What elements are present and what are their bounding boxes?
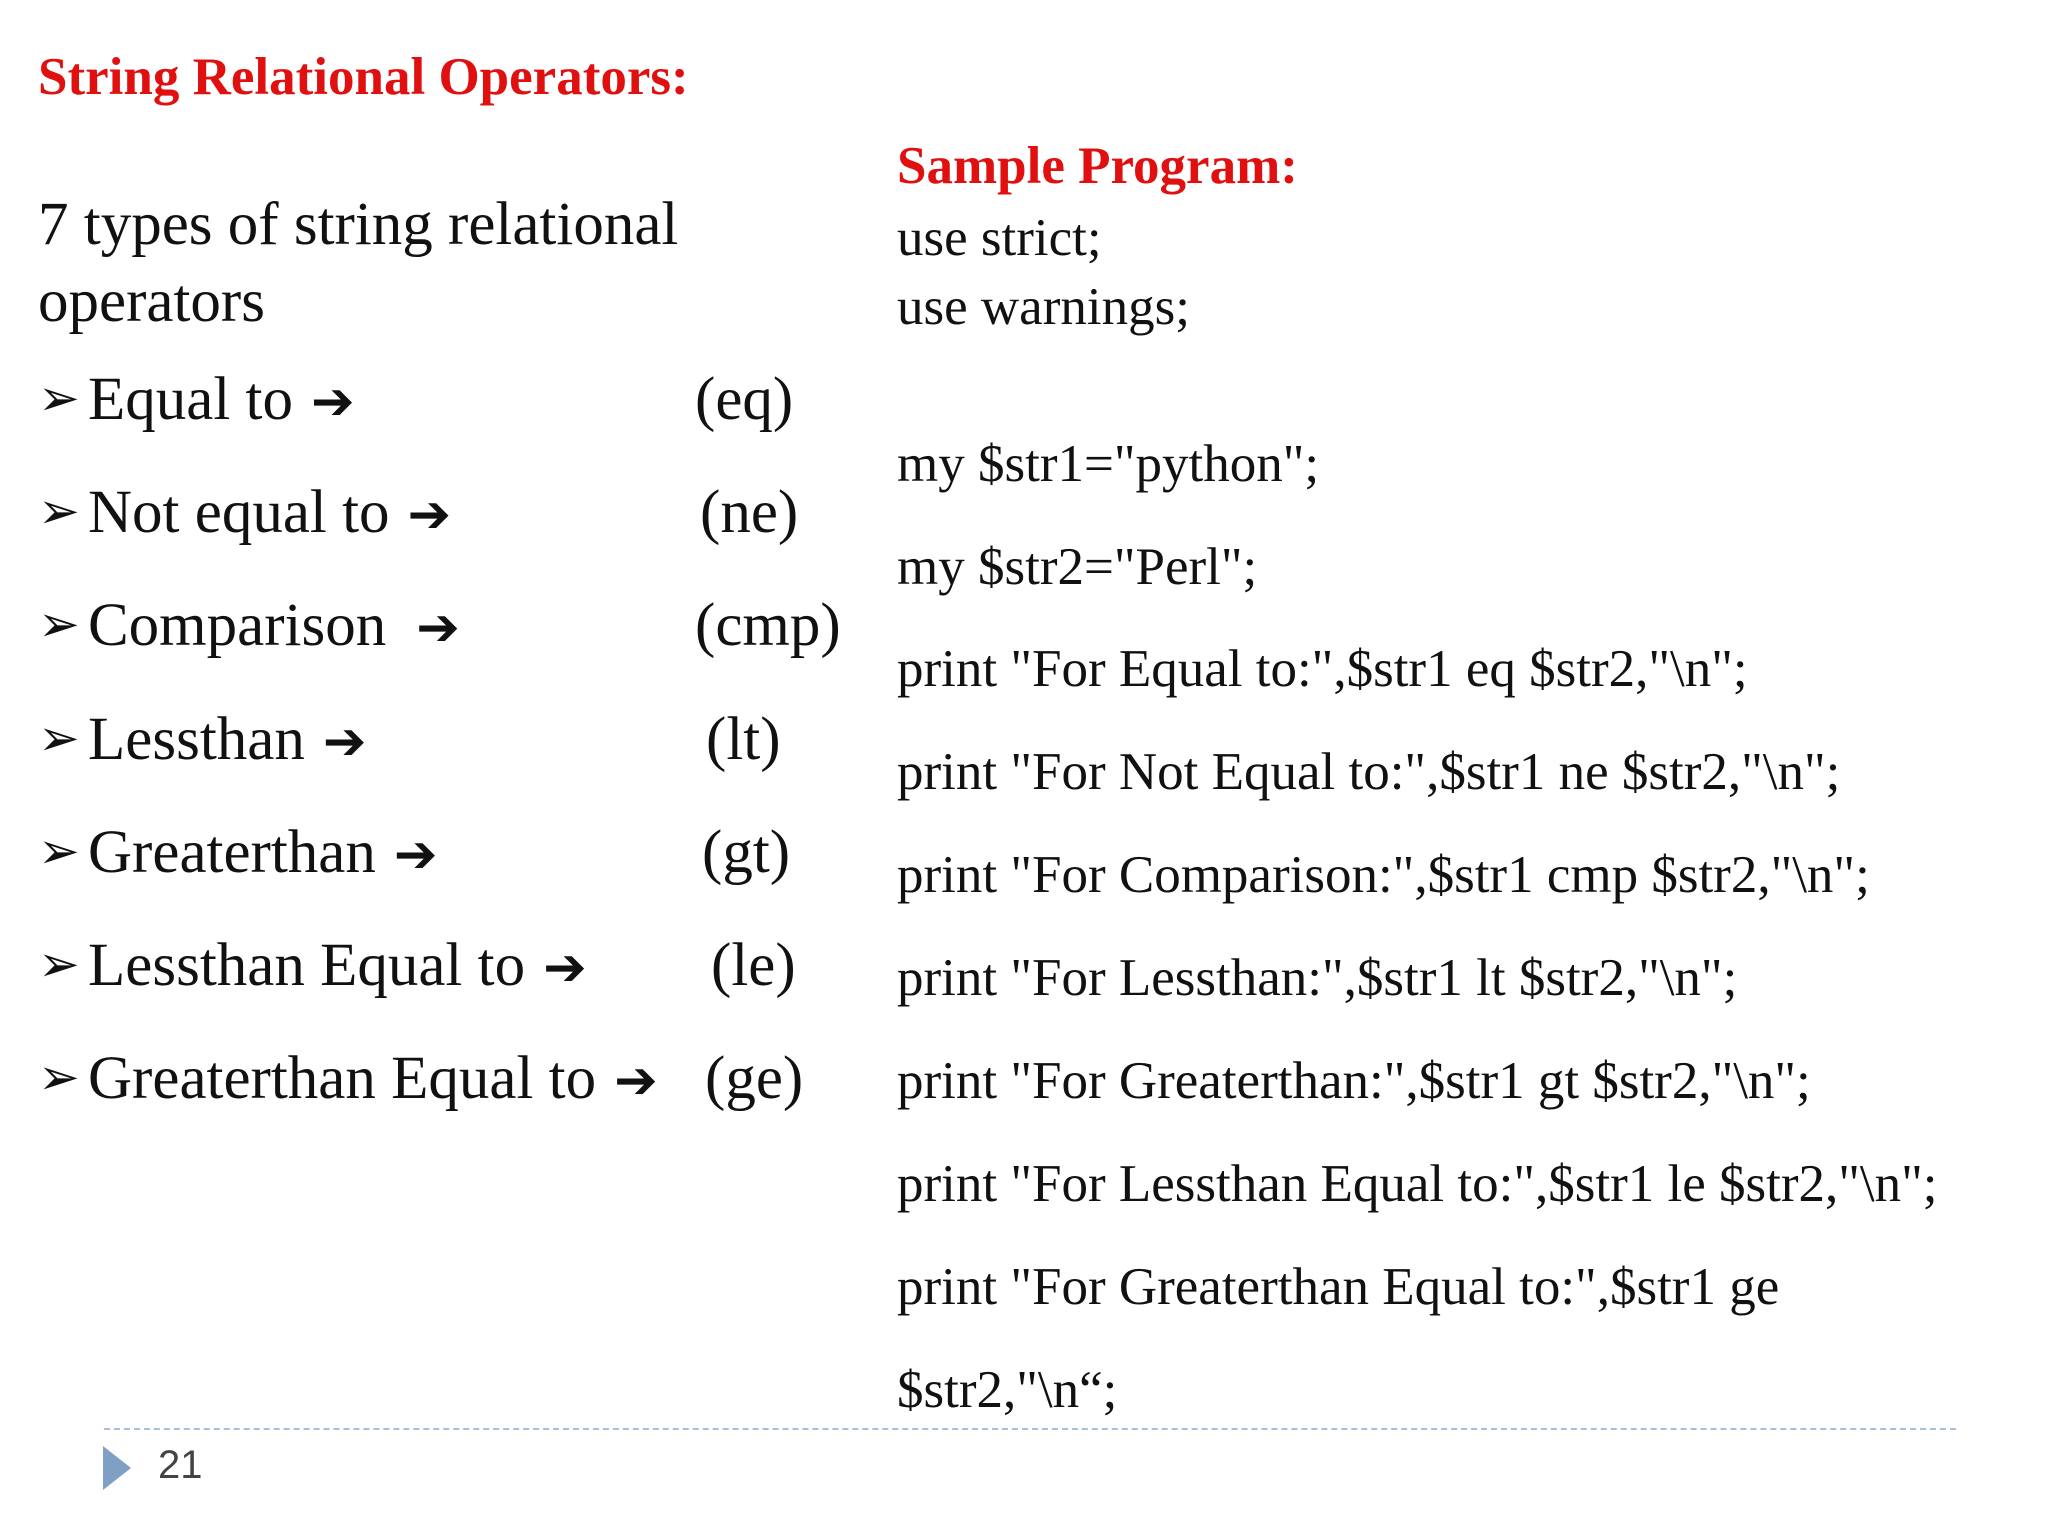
code-line: my $str2="Perl";: [897, 538, 1258, 596]
footer-divider: [104, 1428, 1956, 1430]
right-arrow-icon: ➔: [614, 1051, 658, 1111]
right-arrow-icon: ➔: [416, 598, 460, 658]
operator-code: (ne): [700, 479, 799, 546]
operator-row-equal: [38, 360, 858, 440]
bullet-arrow-icon: ➢: [38, 1049, 80, 1105]
code-line: print "For Greaterthan Equal to:",$str1 ge: [897, 1258, 1780, 1316]
operator-label: Greaterthan Equal to: [88, 1045, 597, 1112]
code-line: print "For Lessthan:",$str1 lt $str2,"\n";: [897, 949, 1738, 1007]
code-line: print "For Not Equal to:",$str1 ne $str2,"\n";: [897, 743, 1841, 801]
page-triangle-icon: [103, 1446, 131, 1490]
bullet-arrow-icon: ➢: [38, 370, 80, 426]
code-line: print "For Comparison:",$str1 cmp $str2,"\n";: [897, 846, 1870, 904]
code-line: print "For Greaterthan:",$str1 gt $str2,"\n";: [897, 1052, 1811, 1110]
bullet-arrow-icon: ➢: [38, 936, 80, 992]
bullet-arrow-icon: ➢: [38, 596, 80, 652]
slide-title: String Relational Operators:: [38, 48, 689, 106]
operator-code: (cmp): [695, 592, 841, 659]
code-line: print "For Equal to:",$str1 eq $str2,"\n";: [897, 640, 1748, 698]
operator-code: (gt): [702, 819, 791, 886]
operator-label: Not equal to: [88, 479, 390, 546]
operator-code: (ge): [705, 1045, 804, 1112]
operator-code: (le): [711, 932, 796, 999]
bullet-arrow-icon: ➢: [38, 823, 80, 879]
operator-label: Comparison: [88, 592, 387, 659]
operator-label: Lessthan: [88, 706, 305, 773]
code-line: my $str1="python";: [897, 435, 1320, 493]
right-arrow-icon: ➔: [543, 938, 587, 998]
operator-row-lessthan-equal: [38, 926, 858, 1006]
page-number: 21: [158, 1443, 203, 1487]
right-arrow-icon: ➔: [310, 372, 355, 432]
operator-label: Greaterthan: [88, 819, 376, 886]
operator-label: Equal to: [88, 366, 293, 433]
bullet-arrow-icon: ➢: [38, 483, 80, 539]
operator-row-not-equal: [38, 473, 858, 553]
operator-row-greaterthan: [38, 813, 858, 893]
right-arrow-icon: ➔: [407, 485, 452, 545]
intro-text: 7 types of string relational operators: [38, 191, 679, 335]
operator-code: (lt): [706, 706, 781, 773]
code-line: use strict;: [897, 209, 1102, 267]
operator-label: Lessthan Equal to: [88, 932, 526, 999]
bullet-arrow-icon: ➢: [38, 710, 80, 766]
right-arrow-icon: ➔: [322, 712, 367, 772]
code-line: $str2,"\n“;: [897, 1361, 1118, 1419]
operator-code: (eq): [695, 366, 794, 433]
sample-program-title: Sample Program:: [897, 137, 1298, 195]
code-line: print "For Lessthan Equal to:",$str1 le $str2,"\n";: [897, 1155, 1938, 1213]
right-arrow-icon: ➔: [393, 825, 438, 885]
code-line: use warnings;: [897, 278, 1190, 336]
operator-row-lessthan: [38, 700, 858, 780]
operator-row-greaterthan-equal: [38, 1039, 858, 1119]
operator-row-comparison: [38, 586, 858, 666]
